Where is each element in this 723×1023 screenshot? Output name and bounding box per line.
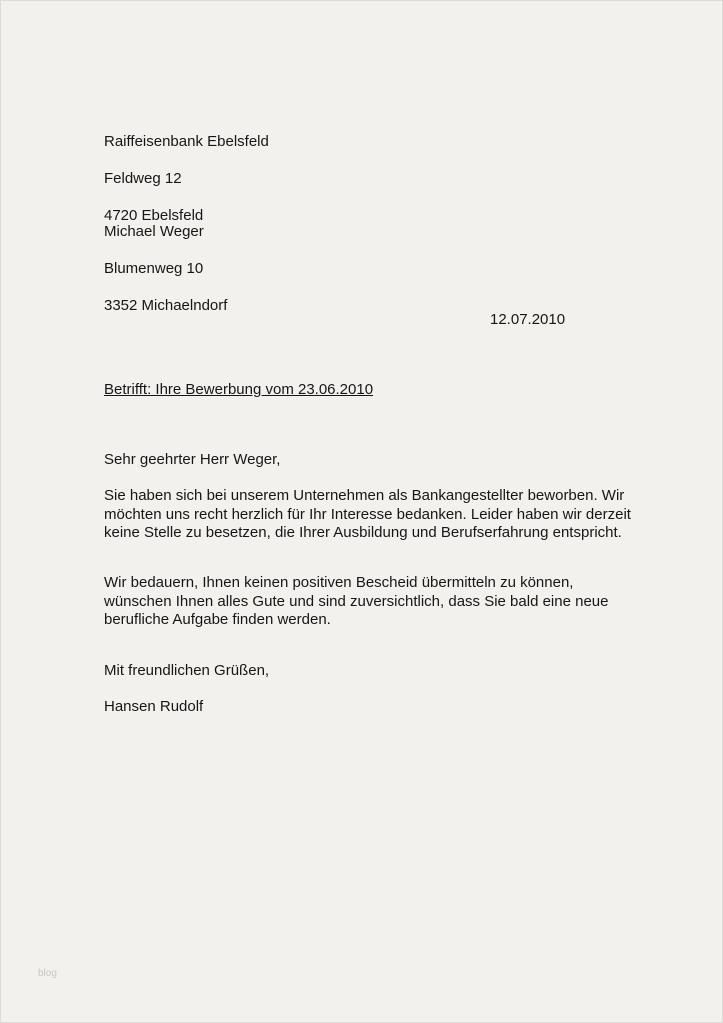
recipient-name: Michael Weger — [104, 222, 204, 240]
salutation: Sehr geehrter Herr Weger, — [104, 451, 281, 468]
recipient-city: 3352 Michaelndorf — [104, 296, 228, 314]
letter-date: 12.07.2010 — [490, 311, 566, 328]
sender-city: 4720 Ebelsfeld — [104, 206, 204, 224]
recipient-street: Blumenweg 10 — [104, 259, 204, 277]
sender-name: Raiffeisenbank Ebelsfeld — [104, 132, 269, 150]
watermark-text: blog — [38, 968, 57, 979]
closing-line: Mit freundlichen Grüßen, — [104, 662, 270, 679]
body-paragraph-2: Wir bedauern, Ihnen keinen positiven Bescheid übermitteln zu können, wünschen Ihnen alles Gute und sind zuversichtlich, dass Sie bald eine neue berufliche Aufgabe finden werden. — [104, 574, 609, 628]
body-paragraph-1: Sie haben sich bei unserem Unternehmen als Bankangestellter beworben. Wir möchten uns recht herzlich für Ihr Interesse bedanken. Leider haben wir derzeit keine Stelle zu besetzen, die Ihrer Ausbildung und Berufserfahrung entspricht. — [104, 487, 631, 541]
sender-street: Feldweg 12 — [104, 169, 182, 187]
recipient-address — [104, 204, 227, 334]
signature-name: Hansen Rudolf — [104, 698, 204, 715]
subject-line: Betrifft: Ihre Bewerbung vom 23.06.2010 — [104, 381, 374, 398]
